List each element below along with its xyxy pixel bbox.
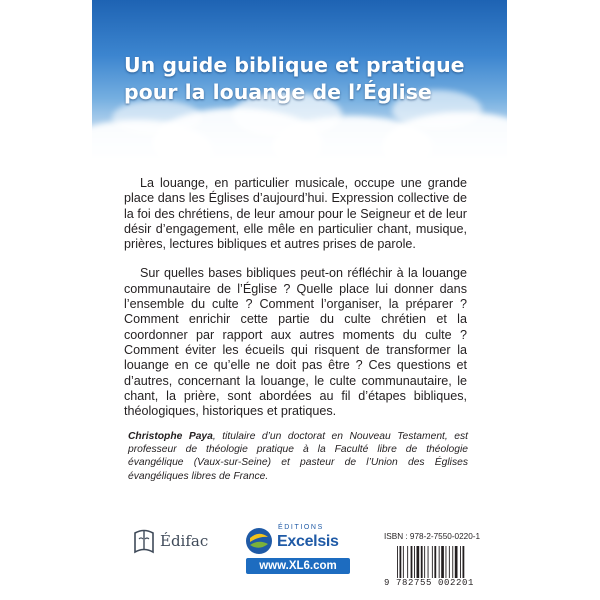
edifac-logo-icon <box>132 527 156 555</box>
author-name: Christophe Paya <box>128 431 213 442</box>
headline-line-2: pour la louange de l’Église <box>124 80 432 104</box>
sky-banner <box>92 0 507 158</box>
barcode-bar <box>446 546 447 578</box>
author-bio-text: , titulaire d’un doctorat en Nouveau Testament, est professeur de théologie pratique à la Faculté libre de théologie évangélique (Vaux-sur-Seine) et pasteur de l’Union des Églises évangéliques libres de France. <box>128 431 468 482</box>
barcode-bar <box>460 546 461 578</box>
book-back-cover <box>92 0 507 600</box>
barcode-bar <box>400 546 402 578</box>
excelsis-label: Excelsis <box>277 533 339 550</box>
barcode-bar <box>397 546 398 578</box>
headline <box>124 52 465 106</box>
barcode-number: 9 782755 002201 <box>384 578 475 588</box>
blurb <box>124 176 467 433</box>
barcode-bar <box>428 546 429 578</box>
barcode-icon <box>396 546 470 578</box>
excelsis-logo-icon <box>244 526 274 556</box>
barcode-bar <box>403 546 404 578</box>
barcode-bar <box>439 546 440 578</box>
barcode-bar <box>424 546 425 578</box>
barcode-bar <box>463 546 465 578</box>
blurb-paragraph-1: La louange, en particulier musicale, occupe une grande place dans les Églises d’aujourd’hui. Expression collective de la foi des chrétiens, de leur amour pour le Seigneur et de leur désir d’engagement, elle mêle en particulier chant, musique, prières, lectures bibliques et autres prises de parole. <box>124 176 467 252</box>
barcode-bar <box>432 546 433 578</box>
barcode-bar <box>441 546 444 578</box>
blurb-paragraph-2: Sur quelles bases bibliques peut-on réfléchir à la louange communautaire de l’Église ? Quelle place lui donner dans l’ensemble du culte ? Comment l’organiser, la préparer ? Comment enrichir cette partie du culte chrétien et la coordonner par rapport aux autres moments du culte ? Comment éviter les écueils qui risquent de transformer la louange en ce qu’elle ne doit pas être ? Ces questions et d’autres, concernant la louange, le culte communautaire, le chant, la prière, sont abordées au fil d’étapes bibliques, théologiques, historiques et pratiques. <box>124 266 467 419</box>
barcode-bar <box>452 546 453 578</box>
editions-label: ÉDITIONS <box>278 524 324 531</box>
website-link[interactable]: www.XL6.com <box>246 558 350 574</box>
edifac-brand <box>132 527 208 555</box>
barcode-bar <box>411 546 413 578</box>
barcode-bar <box>455 546 458 578</box>
author-bio <box>128 430 468 483</box>
headline-line-1: Un guide biblique et pratique <box>124 53 465 77</box>
barcode-bar <box>449 546 450 578</box>
isbn-text: ISBN : 978-2-7550-0220-1 <box>384 532 481 541</box>
barcode-bar <box>434 546 436 578</box>
barcode-bar <box>417 546 420 578</box>
barcode-bar <box>421 546 423 578</box>
edifac-label: Édifac <box>160 532 209 550</box>
barcode-bar <box>407 546 408 578</box>
barcode-bar <box>414 546 415 578</box>
excelsis-brand <box>244 520 354 572</box>
